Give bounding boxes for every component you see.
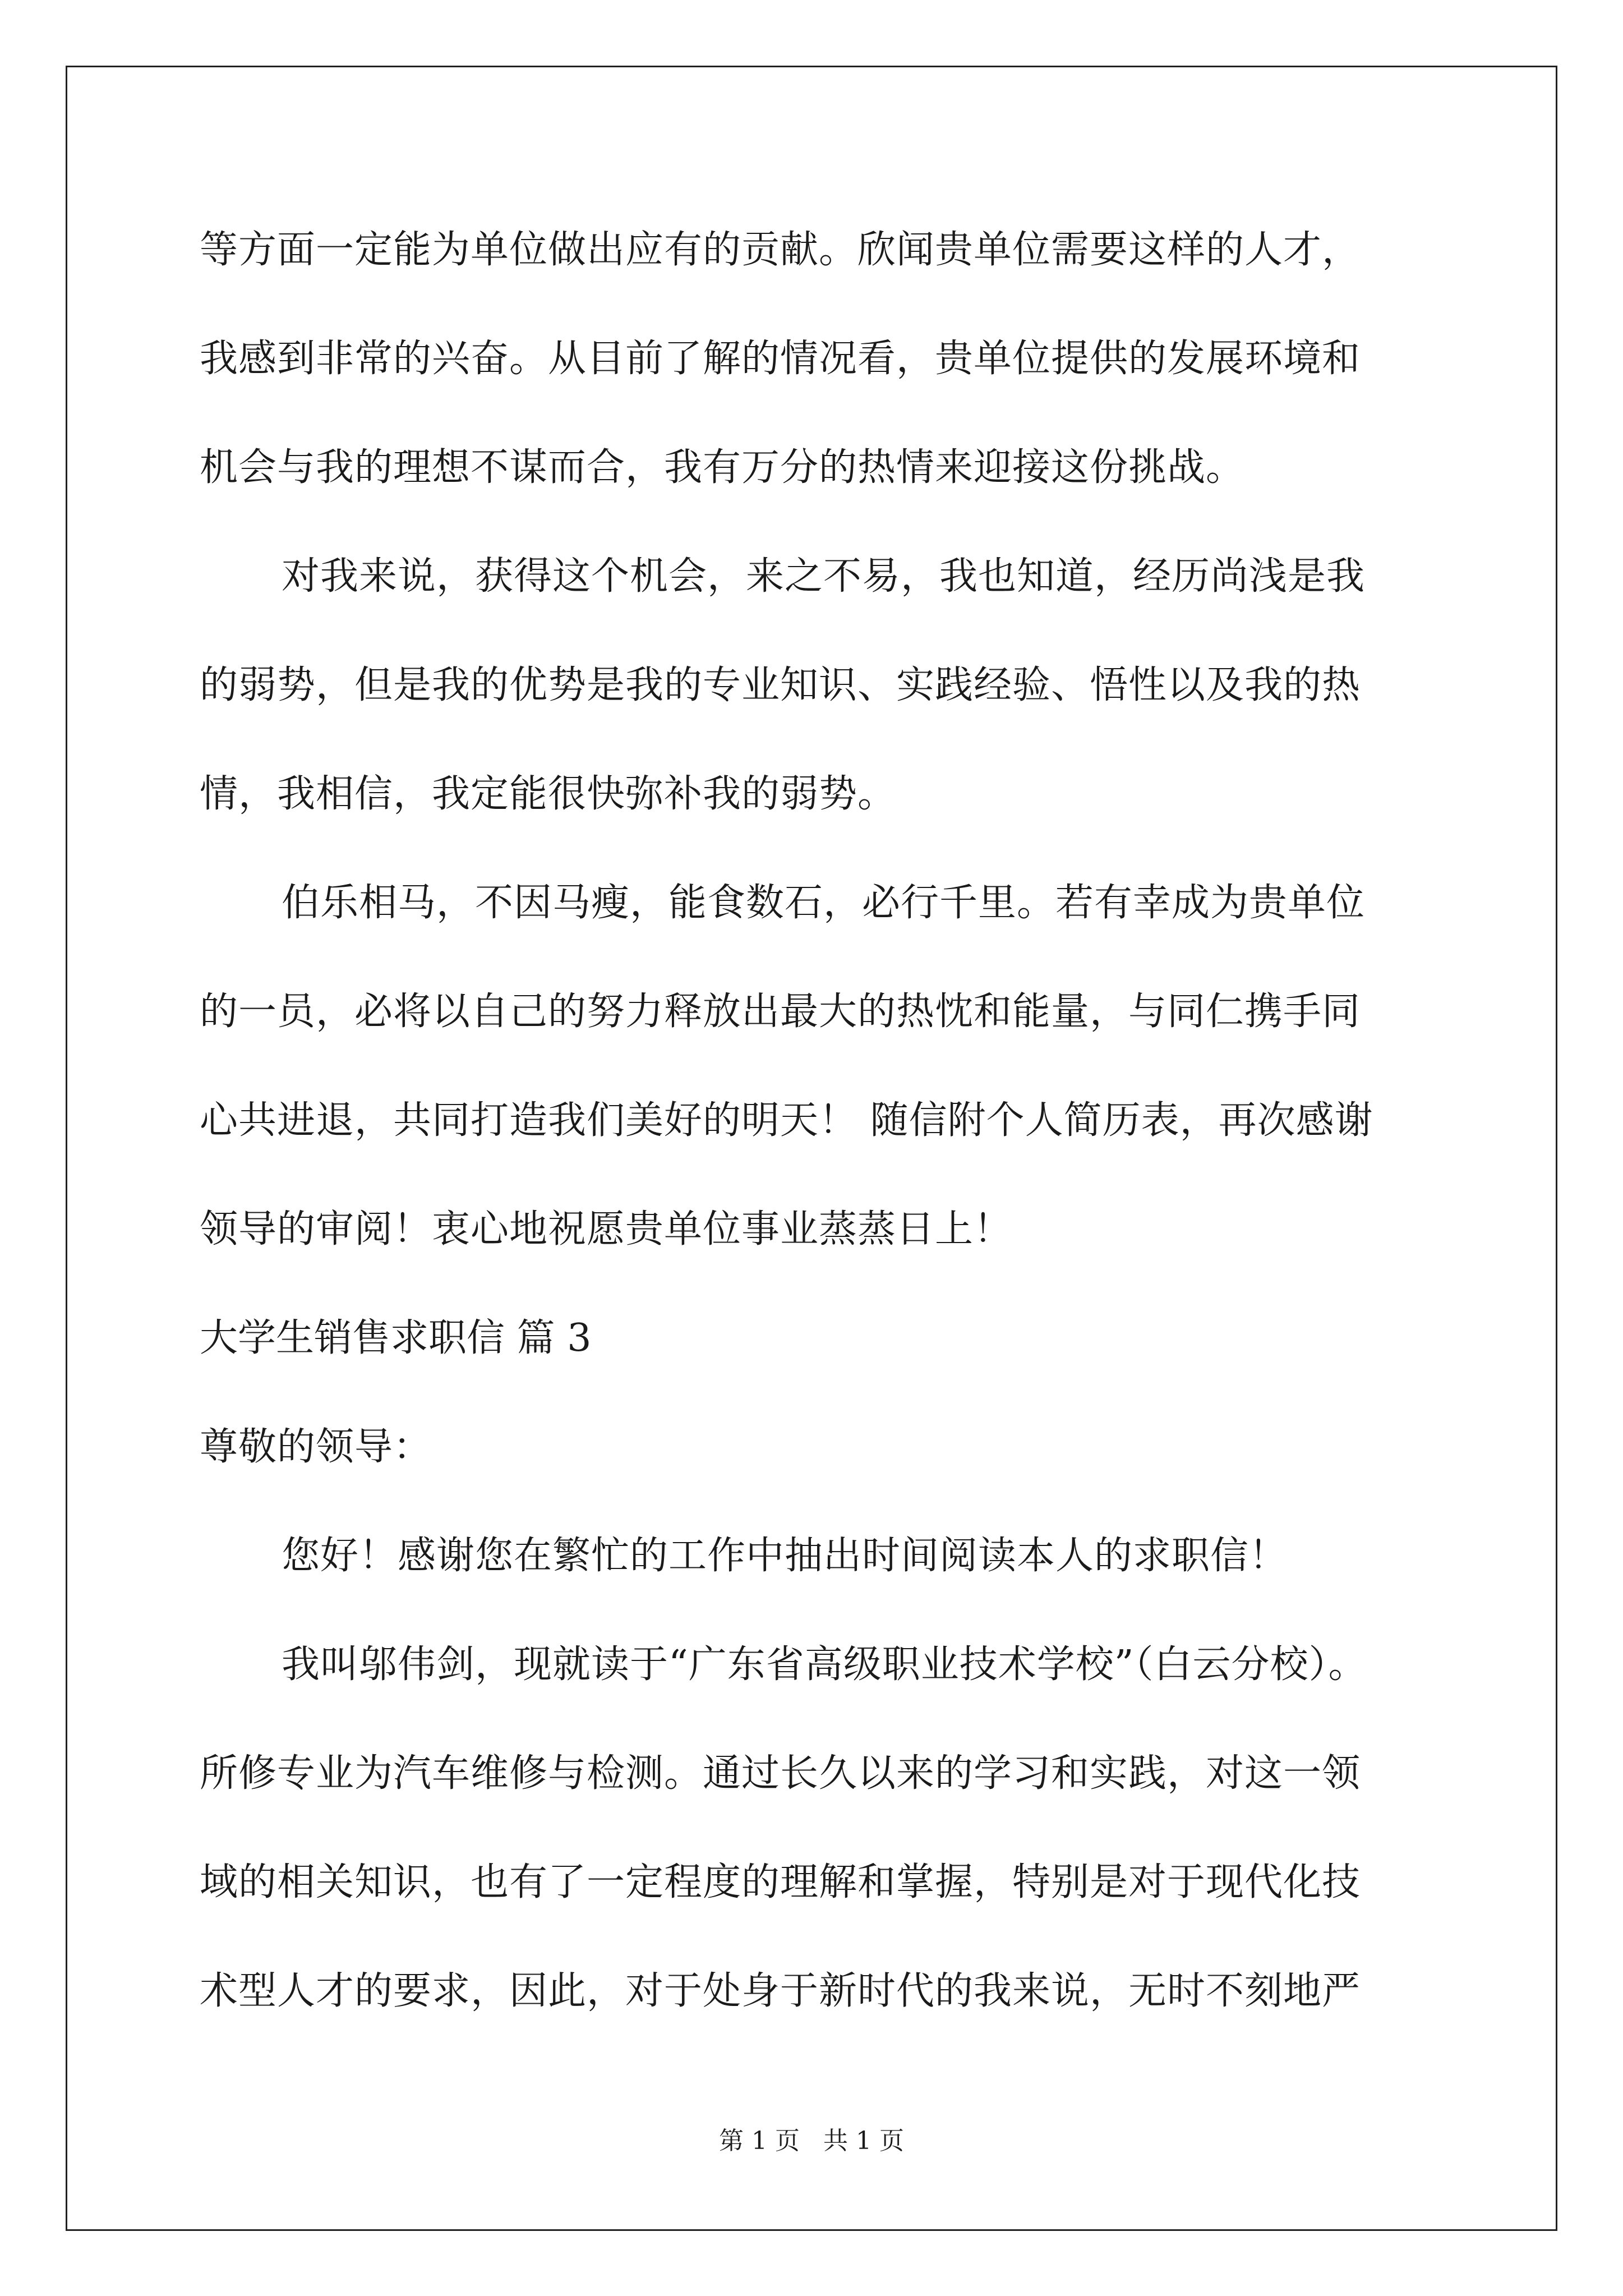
- paragraph-line: 的弱势，但是我的优势是我的专业知识、实践经验、悟性以及我的热: [200, 663, 1361, 707]
- paragraph-line: 我感到非常的兴奋。从目前了解的情况看，贵单位提供的发展环境和: [200, 337, 1361, 381]
- paragraph-line: 领导的审阅！衷心地祝愿贵单位事业蒸蒸日上！: [200, 1207, 1013, 1251]
- paragraph-line: 情，我相信，我定能很快弥补我的弱势。: [200, 772, 897, 816]
- paragraph-line: 心共进退，共同打造我们美好的明天！ 随信附个人简历表，再次感谢: [200, 1098, 1373, 1143]
- paragraph-line: 的一员，必将以自己的努力释放出最大的热忱和能量，与同仁携手同: [200, 990, 1361, 1034]
- letter-line: 域的相关知识，也有了一定程度的理解和掌握，特别是对于现代化技: [200, 1860, 1361, 1904]
- letter-line: 所修专业为汽车维修与检测。通过长久以来的学习和实践，对这一领: [200, 1751, 1361, 1796]
- letter-line: 我叫邬伟剑，现就读于“广东省高级职业技术学校”（白云分校）。: [282, 1642, 1367, 1687]
- section-title: 大学生销售求职信 篇 3: [200, 1316, 592, 1360]
- paragraph-line: 机会与我的理想不谋而合，我有万分的热情来迎接这份挑战。: [200, 445, 1245, 490]
- paragraph-line: 等方面一定能为单位做出应有的贡献。欣闻贵单位需要这样的人才，: [200, 228, 1361, 272]
- paragraph-line: 对我来说，获得这个机会，来之不易，我也知道，经历尚浅是我: [282, 554, 1366, 599]
- page-footer: [0, 2124, 1623, 2158]
- letter-line: 术型人才的要求，因此，对于处身于新时代的我来说，无时不刻地严: [200, 1969, 1361, 2013]
- page-number: 第 1 页: [719, 2127, 800, 2155]
- page-count: 共 1 页: [823, 2127, 904, 2155]
- paragraph-line: 伯乐相马，不因马瘦，能食数石，必行千里。若有幸成为贵单位: [282, 881, 1366, 925]
- salutation: 尊敬的领导：: [200, 1425, 432, 1469]
- letter-line: 您好！感谢您在繁忙的工作中抽出时间阅读本人的求职信！: [282, 1534, 1288, 1578]
